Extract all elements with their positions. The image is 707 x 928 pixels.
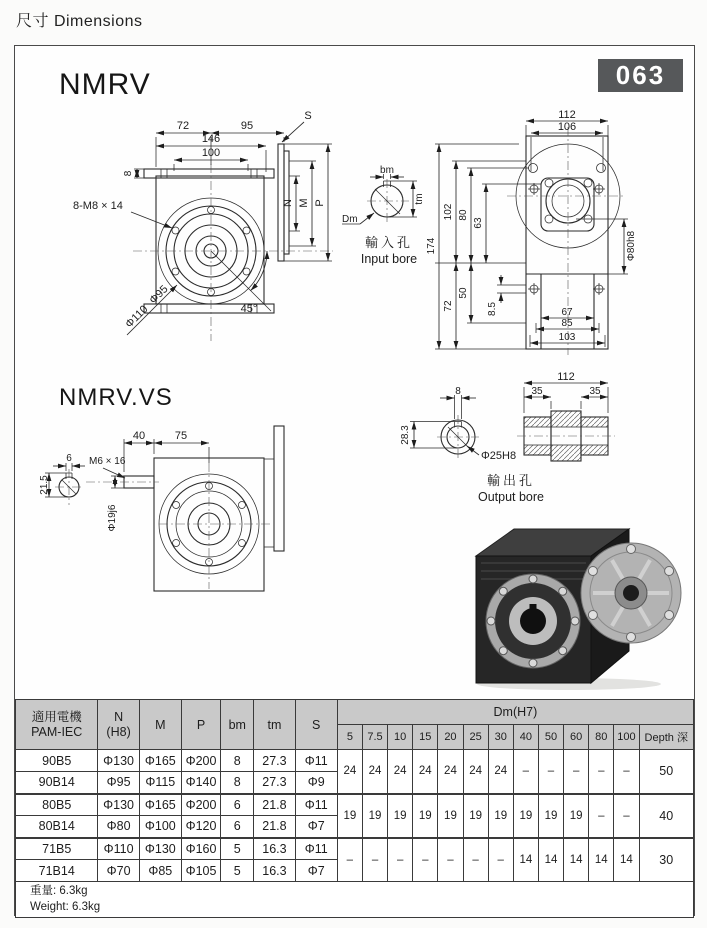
dim-phi25h8: Φ25H8: [481, 450, 517, 462]
cell-pam: 90B5: [16, 750, 98, 772]
table-row-90b5: [16, 750, 694, 772]
cell-dm: 19: [413, 794, 438, 838]
dim-75: 75: [174, 430, 188, 442]
dim-phi95: Φ95: [147, 283, 171, 307]
cell-dm: 19: [438, 794, 463, 838]
cell-s: Φ7: [295, 816, 337, 838]
cell-dm: –: [362, 838, 387, 882]
col-header-depth: Depth 深: [639, 725, 694, 750]
cell-dm: 19: [488, 794, 513, 838]
dim-45deg: 45°: [240, 303, 258, 315]
cell-dm: 19: [463, 794, 488, 838]
label-s: S: [304, 110, 312, 122]
col-header-n-fit: (H8): [106, 724, 131, 739]
cell-dm: 24: [388, 750, 413, 794]
cell-n: Φ130: [98, 794, 139, 816]
dm-size-header: 30: [488, 725, 513, 750]
weight-note-row: [16, 882, 694, 918]
cell-p: Φ105: [181, 860, 220, 882]
gearbox-illustration: [476, 529, 681, 690]
dim-85: 85: [561, 318, 573, 329]
dim-50: 50: [458, 287, 469, 299]
cell-dm: –: [589, 794, 614, 838]
col-header-pam-en: PAM-IEC: [31, 724, 83, 739]
dm-size-header: 7.5: [362, 725, 387, 750]
cell-dm: –: [488, 838, 513, 882]
cell-dm: 14: [513, 838, 538, 882]
vs-view-outline: [55, 426, 284, 591]
col-header-s: S: [295, 700, 337, 750]
cell-m: Φ100: [139, 816, 181, 838]
front-view-dimensions: [73, 120, 284, 335]
input-bore-title-cn: 輸入孔: [364, 235, 414, 250]
cell-s: Φ11: [295, 838, 337, 860]
dim-106: 106: [557, 121, 577, 133]
rear-view-dimensions: [426, 109, 637, 349]
cell-depth: 40: [639, 794, 694, 838]
cell-bm: 8: [221, 772, 254, 794]
dm-size-header: 5: [337, 725, 362, 750]
input-bore-dimensions: [342, 165, 425, 225]
cell-n: Φ70: [98, 860, 139, 882]
cell-p: Φ200: [181, 750, 220, 772]
cell-dm: 14: [564, 838, 589, 882]
cell-dm: –: [438, 838, 463, 882]
cell-dm: 19: [513, 794, 538, 838]
dm-size-header: 25: [463, 725, 488, 750]
dim-35-right: 35: [589, 386, 601, 397]
cell-s: Φ11: [295, 750, 337, 772]
drawing-rear-view: [421, 111, 693, 361]
col-header-n: [98, 700, 139, 750]
dim-100: 100: [201, 147, 221, 159]
drawing-nmrv-vs: [41, 419, 331, 614]
dim-tm: tm: [414, 193, 425, 205]
cell-s: Φ7: [295, 860, 337, 882]
col-header-n-sym: N: [114, 710, 124, 725]
cell-m: Φ165: [139, 794, 181, 816]
cell-dm: –: [388, 838, 413, 882]
output-bore-title-en: Output bore: [477, 490, 545, 504]
cell-dm: 19: [564, 794, 589, 838]
cell-dm: 14: [538, 838, 563, 882]
input-bore-title-en: Input bore: [360, 252, 418, 266]
dim-8-key: 8: [455, 386, 461, 397]
size-badge: 063: [598, 59, 683, 92]
label-bolt-spec: 8-M8 × 14: [73, 200, 123, 212]
dim-72: 72: [176, 120, 190, 132]
cell-tm: 16.3: [254, 838, 295, 860]
cell-tm: 27.3: [254, 772, 295, 794]
cell-bm: 5: [221, 860, 254, 882]
cell-tm: 16.3: [254, 860, 295, 882]
page-title: 尺寸 Dimensions: [16, 13, 143, 30]
output-bore-title-cn: 輸出孔: [486, 473, 536, 488]
cell-depth: 30: [639, 838, 694, 882]
dm-size-header: 60: [564, 725, 589, 750]
cell-dm: 24: [413, 750, 438, 794]
cell-dm: 24: [438, 750, 463, 794]
dim-p: P: [314, 199, 326, 207]
cell-dm: –: [614, 750, 639, 794]
cell-pam: 90B14: [16, 772, 98, 794]
cell-n: Φ80: [98, 816, 139, 838]
dim-103: 103: [558, 332, 576, 343]
table-row-80b5: [16, 794, 694, 816]
cell-dm: 24: [337, 750, 362, 794]
dim-40: 40: [132, 430, 146, 442]
cell-pam: 80B14: [16, 816, 98, 838]
cell-s: Φ11: [295, 794, 337, 816]
dim-phi19j6: Φ19j6: [107, 504, 118, 532]
cell-m: Φ85: [139, 860, 181, 882]
cell-m: Φ165: [139, 750, 181, 772]
cell-bm: 5: [221, 838, 254, 860]
dim-21-5: 21.5: [39, 475, 50, 495]
cell-tm: 21.8: [254, 794, 295, 816]
cell-dm: –: [614, 794, 639, 838]
cell-pam: 71B14: [16, 860, 98, 882]
cell-m: Φ130: [139, 838, 181, 860]
table-row-71b5: [16, 838, 694, 860]
cell-dm: 24: [488, 750, 513, 794]
col-header-pam-cn: 適用電機: [31, 710, 82, 725]
col-header-dm: Dm(H7): [337, 700, 693, 725]
dim-phi110: Φ110: [123, 303, 151, 331]
dim-67: 67: [561, 307, 573, 318]
weight-note-en: Weight: 6.3kg: [30, 900, 101, 913]
front-view-outline: [133, 164, 333, 341]
dim-35-left: 35: [531, 386, 543, 397]
cell-dm: 19: [362, 794, 387, 838]
dim-112: 112: [558, 109, 576, 121]
cell-p: Φ200: [181, 794, 220, 816]
output-hub-outline: [517, 411, 615, 461]
dim-95: 95: [240, 120, 254, 132]
cell-p: Φ160: [181, 838, 220, 860]
dm-size-header: 40: [513, 725, 538, 750]
dm-size-header: 50: [538, 725, 563, 750]
cell-dm: –: [589, 750, 614, 794]
dm-size-header: 15: [413, 725, 438, 750]
cell-n: Φ95: [98, 772, 139, 794]
dim-72b: 72: [443, 300, 454, 312]
dim-bm: bm: [380, 165, 394, 176]
cell-pam: 71B5: [16, 838, 98, 860]
dim-dm: Dm: [342, 214, 358, 225]
cell-pam: 80B5: [16, 794, 98, 816]
col-header-m: M: [139, 700, 181, 750]
dim-102: 102: [443, 203, 454, 221]
dim-28-3: 28.3: [400, 425, 411, 445]
dim-112-hub: 112: [557, 371, 575, 383]
cell-n: Φ110: [98, 838, 139, 860]
cell-dm: 14: [589, 838, 614, 882]
cell-s: Φ9: [295, 772, 337, 794]
dim-phi80h8: Φ80h8: [626, 230, 637, 262]
cell-dm: 24: [362, 750, 387, 794]
dim-174: 174: [426, 237, 437, 255]
dim-80: 80: [458, 209, 469, 221]
drawing-nmrv-front: [71, 109, 371, 354]
weight-note-cn: 重量: 6.3kg: [30, 885, 88, 897]
cell-m: Φ115: [139, 772, 181, 794]
label-m6: M6 × 16: [89, 456, 126, 467]
drawing-output-bore: [399, 369, 664, 514]
dm-size-header: 100: [614, 725, 639, 750]
cell-depth: 50: [639, 750, 694, 794]
col-header-tm: tm: [254, 700, 295, 750]
cell-dm: 19: [538, 794, 563, 838]
cell-tm: 21.8: [254, 816, 295, 838]
cell-bm: 6: [221, 794, 254, 816]
content-frame: [14, 45, 695, 916]
dm-size-header: 80: [589, 725, 614, 750]
cell-dm: –: [538, 750, 563, 794]
cell-p: Φ120: [181, 816, 220, 838]
cell-bm: 6: [221, 816, 254, 838]
weight-note-cell: [16, 882, 694, 918]
cell-dm: –: [337, 838, 362, 882]
dm-size-header: 10: [388, 725, 413, 750]
dim-146: 146: [201, 133, 221, 145]
dm-size-header: 20: [438, 725, 463, 750]
col-header-bm: bm: [221, 700, 254, 750]
cell-dm: 14: [614, 838, 639, 882]
dim-6: 6: [66, 453, 72, 464]
dim-63: 63: [473, 217, 484, 229]
dim-n: N: [282, 199, 294, 207]
cell-p: Φ140: [181, 772, 220, 794]
col-header-pam: [16, 700, 98, 750]
col-header-p: P: [181, 700, 220, 750]
cell-n: Φ130: [98, 750, 139, 772]
output-hub-dimensions: [524, 371, 608, 413]
cell-dm: –: [463, 838, 488, 882]
cell-dm: –: [513, 750, 538, 794]
dim-8-5: 8.5: [487, 302, 498, 316]
dim-m: M: [298, 198, 310, 208]
dimension-table: [15, 699, 694, 918]
cell-tm: 27.3: [254, 750, 295, 772]
model-name-vs: NMRV.VS: [59, 384, 173, 411]
cell-dm: 19: [337, 794, 362, 838]
dim-8: 8: [123, 170, 134, 177]
model-name: NMRV: [59, 68, 151, 101]
cell-dm: 19: [388, 794, 413, 838]
cell-dm: –: [413, 838, 438, 882]
gearbox-photo: [451, 501, 694, 691]
cell-dm: 24: [463, 750, 488, 794]
cell-dm: –: [564, 750, 589, 794]
cell-bm: 8: [221, 750, 254, 772]
